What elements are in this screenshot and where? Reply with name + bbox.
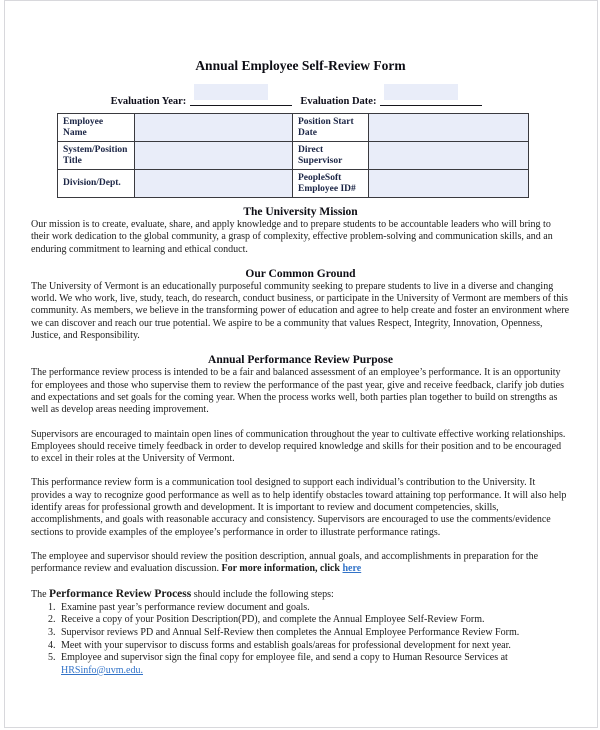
direct-supervisor-label: Direct Supervisor (293, 142, 369, 170)
evaluation-date-field-highlight[interactable] (384, 84, 458, 100)
paragraph-review-purpose-2: Supervisors are encouraged to maintain open lines of communication throughout the year to cultivate effective working relationships. Employees should receive timely feedback in order to develop required knowledge and skills for their position and to be encouraged to excel in their roles at the University of Vermont. (31, 428, 566, 465)
evaluation-year-field[interactable] (190, 85, 292, 106)
paragraph-review-purpose-3: This performance review form is a communication tool designed to support each individual’s contribution to the University. It provides a way to recognize good performance as well as to help identify obstacles toward attaining top performance. It will also help identify areas for professional growth and development. It is important to review and document competencies, skills, accomplishments, and goals with reasonable accuracy and consistency. Supervisors are encouraged to use the comments/evidence sections to provide examples of the employee’s performance in order to illustrate performance ratings. (31, 477, 567, 538)
position-start-date-label: Position Start Date (293, 114, 369, 142)
section-heading-review-purpose: Annual Performance Review Purpose (208, 354, 393, 367)
position-start-date-field[interactable] (369, 114, 529, 142)
direct-supervisor-field[interactable] (369, 142, 529, 170)
table-row (58, 142, 529, 170)
form-title: Annual Employee Self-Review Form (195, 58, 406, 73)
table-row (58, 114, 529, 142)
more-info-text: The employee and supervisor should review the position description, annual goals, and accomplishments in preparation for the performance review and evaluation discussion. (31, 550, 539, 575)
process-step-5 (58, 652, 570, 677)
section-heading-university-mission: The University Mission (243, 206, 358, 218)
process-title: Performance Review Process (49, 587, 192, 600)
more-info-here-link[interactable]: here (342, 563, 362, 575)
system-position-title-label: System/Position Title (58, 142, 135, 170)
hr-email-link[interactable]: HRSinfo@uvm.edu. (61, 664, 143, 676)
evaluation-date-field[interactable] (380, 85, 482, 106)
process-step-2: 2. Receive a copy of your Position Description(PD), and complete the Annual Employee Self-Review Form. (58, 614, 570, 627)
process-steps-list (31, 602, 570, 678)
process-step-1: 1. Examine past year’s performance review document and goals. (58, 602, 570, 615)
evaluation-row (31, 83, 570, 107)
paragraph-review-purpose-1: The performance review process is intended to be a fair and balanced assessment of an employee’s performance. It is an opportunity for employees and those who supervise them to review the performance of the past year, give and receive feedback, clarify job duties and expectations and set goals for the coming year. When the process works well, both parties plan together to build on strengths as well as develop areas needing improvement. (31, 367, 565, 416)
paragraph-university-mission: Our mission is to create, evaluate, share, and apply knowledge and to prepare students to be accountable leaders who will bring to their work dedication to the global community, a grasp of complexity, effective problem-solving and communication skills, and an enduring commitment to learning and ethical conduct. (31, 219, 553, 255)
process-suffix: should include the following steps: (191, 588, 334, 600)
process-prefix: The (31, 588, 50, 600)
employee-info-table (57, 113, 529, 198)
peoplesoft-employee-id-label: PeopleSoft Employee ID# (293, 170, 369, 198)
system-position-title-field[interactable] (135, 142, 293, 170)
more-info-bold-text: For more information, click (221, 563, 343, 575)
employee-name-label: Employee Name (58, 114, 135, 142)
peoplesoft-employee-id-field[interactable] (369, 170, 529, 198)
paragraph-more-info (31, 551, 570, 576)
process-step-4: 4. Meet with your supervisor to discuss forms and establish goals/areas for professional development for next year. (58, 640, 570, 653)
paragraph-common-ground: The University of Vermont is an educationally purposeful community seeking to prepare students to live in a diverse and changing world. We who work, live, study, teach, do research, conduct business, or participate in the University of Vermont are members of this community. As members, we believe in the transforming power of education and agree to help create and foster an environment where we can discover and reach our true potential. We aspire to be a community that values Respect, Integrity, Innovation, Openness, Justice, and Responsibility. (31, 280, 570, 342)
process-step-5-text: Employee and supervisor sign the final copy for employee file, and send a copy to Human Resource Services at (61, 652, 508, 664)
division-dept-label: Division/Dept. (58, 170, 135, 198)
division-dept-field[interactable] (135, 170, 293, 198)
process-step-3: 3. Supervisor reviews PD and Annual Self-Review then completes the Annual Employee Performance Review Form. (58, 627, 570, 640)
evaluation-date-label: Evaluation Date: (300, 96, 377, 107)
evaluation-year-field-highlight[interactable] (194, 84, 268, 100)
section-heading-common-ground: Our Common Ground (245, 267, 356, 280)
evaluation-year-label: Evaluation Year: (110, 96, 187, 107)
employee-name-field[interactable] (135, 114, 293, 142)
process-intro-line (31, 588, 570, 601)
table-row (58, 170, 529, 198)
